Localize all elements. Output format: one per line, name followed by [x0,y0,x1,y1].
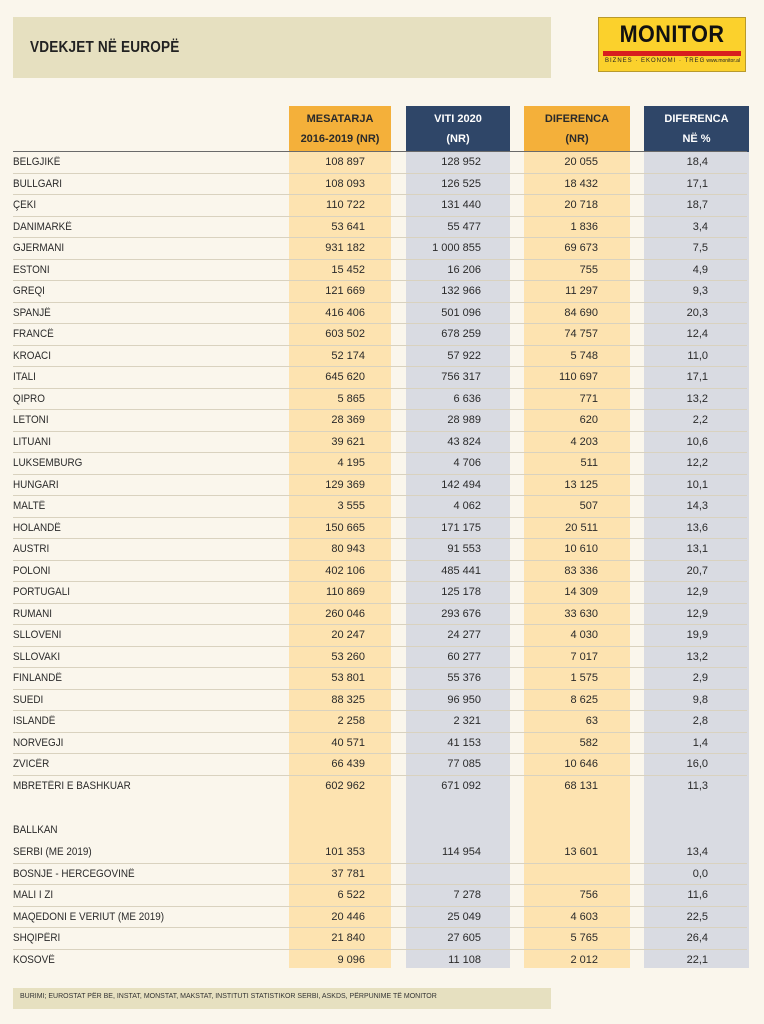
pct-value: 2,9 [692,672,708,684]
deaths-2020-value: 28 989 [447,414,481,426]
deaths-2020-value: 678 259 [441,328,481,340]
pct-value: 18,4 [686,156,708,168]
country-name: QIPRO [13,392,45,405]
table-row [13,733,747,755]
deaths-2020-value: 126 525 [441,177,481,190]
diff-value: 8 625 [570,693,598,706]
diff-value: 33 630 [564,607,598,620]
country-name: DANIMARKË [13,220,72,233]
table-row [13,539,747,561]
deaths-2020-value: 60 277 [447,650,481,663]
deaths-2020-value: 4 062 [453,500,481,512]
avg-value: 20 446 [331,910,365,923]
avg-value: 20 247 [331,629,365,641]
diff-value: 771 [579,392,598,405]
table-row [13,582,747,604]
pct-value: 10,1 [686,478,708,491]
diff-value: 4 603 [570,910,598,923]
pct-value: 4,9 [692,263,708,276]
deaths-2020-value: 41 153 [447,736,481,749]
country-name: ISLANDË [13,715,56,727]
diff-value: 13 125 [564,478,598,491]
country-name: HOLANDË [13,521,61,534]
deaths-2020-value: 131 440 [441,199,481,211]
avg-value: 603 502 [325,328,365,340]
table-row [13,950,747,972]
pct-value: 13,1 [686,543,708,555]
country-name: BOSNJE - HERCEGOVINË [13,867,135,880]
deaths-2020-value: 125 178 [441,586,481,598]
diff-value: 4 030 [570,629,598,641]
pct-value: 20,7 [686,564,708,577]
pct-value: 2,2 [692,414,708,426]
pct-value: 3,4 [692,220,708,233]
column-header-pct [644,106,749,152]
avg-value: 3 555 [337,500,365,512]
deaths-2020-value: 55 376 [447,672,481,684]
country-name: ÇEKI [13,199,37,211]
table-row [13,475,747,497]
deaths-2020-value: 6 636 [453,392,481,405]
table-row [13,260,747,282]
table-row [13,885,747,907]
avg-value: 5 865 [337,392,365,405]
diff-value: 620 [579,414,598,426]
country-name: AUSTRI [13,543,50,555]
deaths-2020-value: 25 049 [447,910,481,923]
country-name: BULLGARI [13,177,62,190]
avg-value: 108 897 [325,156,365,168]
avg-value: 28 369 [331,414,365,426]
deaths-2020-value: 77 085 [447,758,481,770]
pct-value: 11,3 [687,779,708,792]
avg-value: 108 093 [325,177,365,190]
deaths-2020-value: 114 954 [442,846,481,858]
deaths-2020-value: 2 321 [453,715,481,727]
column-header-2020 [406,106,510,152]
table-row [13,410,747,432]
diff-value: 13 601 [564,846,598,858]
diff-value: 110 697 [559,371,598,383]
country-name: PORTUGALI [13,586,71,598]
pct-value: 20,3 [686,306,708,319]
table-row [13,238,747,260]
table-row [13,776,747,798]
pct-value: 11,0 [687,349,708,362]
pct-value: 13,2 [686,650,708,663]
diff-value: 5 748 [570,349,598,362]
deaths-2020-value: 43 824 [447,435,481,448]
column-header-avg [289,106,391,152]
table-row [13,561,747,583]
pct-value: 16,0 [686,758,708,770]
column-header-line: 2016-2019 (NR) [300,133,380,145]
country-name: SPANJË [13,306,51,319]
column-header-line: (NR) [446,133,470,145]
deaths-2020-value: 16 206 [447,263,481,276]
deaths-2020-value: 171 175 [441,521,481,534]
logo-tagline: BIZNES · EKONOMI · TREG [605,58,706,64]
avg-value: 2 258 [337,715,365,727]
deaths-2020-value: 293 676 [441,607,481,620]
diff-value: 74 757 [564,328,598,340]
avg-value: 129 369 [325,478,365,491]
title-banner [13,17,551,78]
avg-value: 53 641 [331,220,365,233]
deaths-2020-value: 91 553 [447,543,481,555]
table-row [13,174,747,196]
avg-value: 40 571 [331,736,365,749]
pct-value: 22,5 [686,910,708,923]
table-row [13,346,747,368]
table-row [13,152,747,174]
diff-value: 507 [579,500,598,512]
source-box [13,988,551,1009]
diff-value: 69 673 [564,242,598,254]
deaths-2020-value: 756 317 [441,371,481,383]
diff-value: 11 297 [565,285,598,297]
logo-name: MONITOR [619,21,725,48]
pct-value: 17,1 [686,177,708,190]
country-name: FRANCË [13,328,54,340]
pct-value: 10,6 [686,435,708,448]
diff-value: 4 203 [570,435,598,448]
diff-value: 20 718 [564,199,598,211]
avg-value: 645 620 [325,371,365,383]
diff-value: 14 309 [564,586,598,598]
source-note: BURIMI; EUROSTAT PËR BE, INSTAT, MONSTAT, MAKSTAT, INSTITUTI STATISTIKOR SERBI, ASKDS, PËRPUNIME TË MONITOR [20,993,437,1000]
avg-value: 80 943 [331,543,365,555]
avg-value: 101 353 [325,846,365,858]
avg-value: 402 106 [325,564,365,577]
table-row [13,217,747,239]
pct-value: 11,6 [687,889,708,901]
diff-value: 7 017 [570,650,598,663]
diff-value: 1 575 [570,672,598,684]
table-row [13,195,747,217]
column-header-line: VITI 2020 [434,113,482,125]
avg-value: 121 669 [325,285,365,297]
table-row [13,281,747,303]
country-name: RUMANI [13,607,53,620]
pct-value: 9,3 [692,285,708,297]
diff-value: 84 690 [564,306,598,319]
country-name: MAQEDONI E VERIUT (ME 2019) [13,910,165,923]
column-header-line: NË % [682,133,711,145]
diff-value: 20 511 [565,521,598,534]
country-name: SERBI (ME 2019) [13,846,92,858]
deaths-2020-value: 55 477 [447,220,481,233]
deaths-2020-value: 485 441 [441,564,481,577]
avg-value: 37 781 [331,867,365,880]
country-name: LETONI [13,414,49,426]
avg-value: 39 621 [331,435,365,448]
country-name: KOSOVË [13,953,55,966]
column-header-line: MESATARJA [306,113,374,125]
avg-value: 53 801 [331,672,365,684]
avg-value: 931 182 [325,242,365,254]
table-row [13,604,747,626]
pct-value: 14,3 [686,500,708,512]
logo-red-bar [603,51,741,56]
country-name: SLLOVENI [13,629,62,641]
diff-value: 1 836 [570,220,598,233]
diff-value: 68 131 [564,779,598,792]
deaths-2020-value: 671 092 [441,779,481,792]
diff-value: 2 012 [570,953,598,966]
country-name: BELGJIKË [13,156,61,168]
pct-value: 13,6 [686,521,708,534]
country-name: MALTË [13,500,46,512]
deaths-2020-value: 7 278 [453,889,481,901]
country-name: HUNGARI [13,478,59,491]
country-name: ITALI [13,371,36,383]
table-row [13,432,747,454]
country-name: SUEDI [13,693,44,706]
table-row [13,518,747,540]
diff-value: 511 [580,457,598,469]
country-name: ZVICËR [13,758,50,770]
pct-value: 19,9 [686,629,708,641]
avg-value: 6 522 [337,889,365,901]
table-row [13,864,747,886]
deaths-2020-value: 24 277 [447,629,481,641]
page-title: VDEKJET NË EUROPË [30,39,180,56]
avg-value: 15 452 [331,263,365,276]
deaths-2020-value: 132 966 [441,285,481,297]
pct-value: 0,0 [692,867,708,880]
deaths-2020-value: 27 605 [447,932,481,944]
avg-value: 21 840 [331,932,365,944]
table-row [13,842,747,864]
avg-value: 9 096 [337,953,365,966]
table-row [13,324,747,346]
deaths-2020-value: 4 706 [453,457,481,469]
country-name: MALI I ZI [13,889,54,901]
diff-value: 582 [579,736,598,749]
section-label-balkan [13,820,747,842]
table-row [13,754,747,776]
avg-value: 602 962 [325,779,365,792]
diff-value: 18 432 [564,177,598,190]
avg-value: 150 665 [325,521,365,534]
pct-value: 13,2 [686,392,708,405]
table-row [13,928,747,950]
country-name: SLLOVAKI [13,650,61,663]
deaths-2020-value: 1 000 855 [432,242,481,254]
column-header-diff [524,106,630,152]
deaths-2020-value: 142 494 [441,478,481,491]
pct-value: 18,7 [686,199,708,211]
pct-value: 1,4 [692,736,708,749]
avg-value: 4 195 [337,457,365,469]
pct-value: 26,4 [686,932,708,944]
country-name: KROACI [13,349,51,362]
diff-value: 83 336 [564,564,598,577]
country-name: FINLANDË [13,672,62,684]
country-name: NORVEGJI [13,736,64,749]
column-header-line: DIFERENCA [544,113,610,125]
table-row [13,496,747,518]
column-header-line: (NR) [565,133,589,145]
country-name: GJERMANI [13,242,65,254]
diff-value: 10 646 [564,758,598,770]
country-name: ESTONI [13,263,50,276]
table-row [13,625,747,647]
diff-value: 63 [585,715,598,727]
avg-value: 110 722 [326,199,365,211]
table-row [13,668,747,690]
deaths-2020-value: 11 108 [448,953,481,966]
deaths-2020-value: 57 922 [447,349,481,362]
diff-value: 756 [579,889,598,901]
monitor-logo [598,17,746,72]
avg-value: 88 325 [331,693,365,706]
pct-value: 13,4 [686,846,708,858]
pct-value: 12,9 [686,586,708,598]
table-row [13,711,747,733]
diff-value: 5 765 [570,932,598,944]
column-header-line: DIFERENCA [664,113,729,125]
pct-value: 7,5 [692,242,708,254]
table-row [13,389,747,411]
avg-value: 260 046 [325,607,365,620]
pct-value: 9,8 [692,693,708,706]
country-name: MBRETËRI E BASHKUAR [13,779,131,792]
pct-value: 2,8 [692,715,708,727]
diff-value: 10 610 [564,543,598,555]
pct-value: 12,4 [686,328,708,340]
country-name: SHQIPËRI [13,932,61,944]
country-name: POLONI [13,564,51,577]
table-row [13,690,747,712]
pct-value: 17,1 [686,371,708,383]
diff-value: 755 [579,263,598,276]
table-row [13,367,747,389]
pct-value: 22,1 [686,953,708,966]
table-row [13,303,747,325]
avg-value: 53 260 [331,650,365,663]
deaths-2020-value: 128 952 [441,156,481,168]
pct-value: 12,9 [686,607,708,620]
table-row [13,907,747,929]
country-name: LITUANI [13,435,51,448]
deaths-2020-value: 501 096 [441,306,481,319]
avg-value: 66 439 [331,758,365,770]
avg-value: 52 174 [331,349,365,362]
table-row [13,453,747,475]
logo-site: www.monitor.al [706,58,740,64]
country-name: LUKSEMBURG [13,457,83,469]
section-label: BALLKAN [13,824,58,836]
deaths-2020-value: 96 950 [447,693,481,706]
avg-value: 416 406 [325,306,365,319]
diff-value: 20 055 [564,156,598,168]
pct-value: 12,2 [686,457,708,469]
avg-value: 110 869 [326,586,365,598]
table-row [13,647,747,669]
country-name: GREQI [13,285,45,297]
